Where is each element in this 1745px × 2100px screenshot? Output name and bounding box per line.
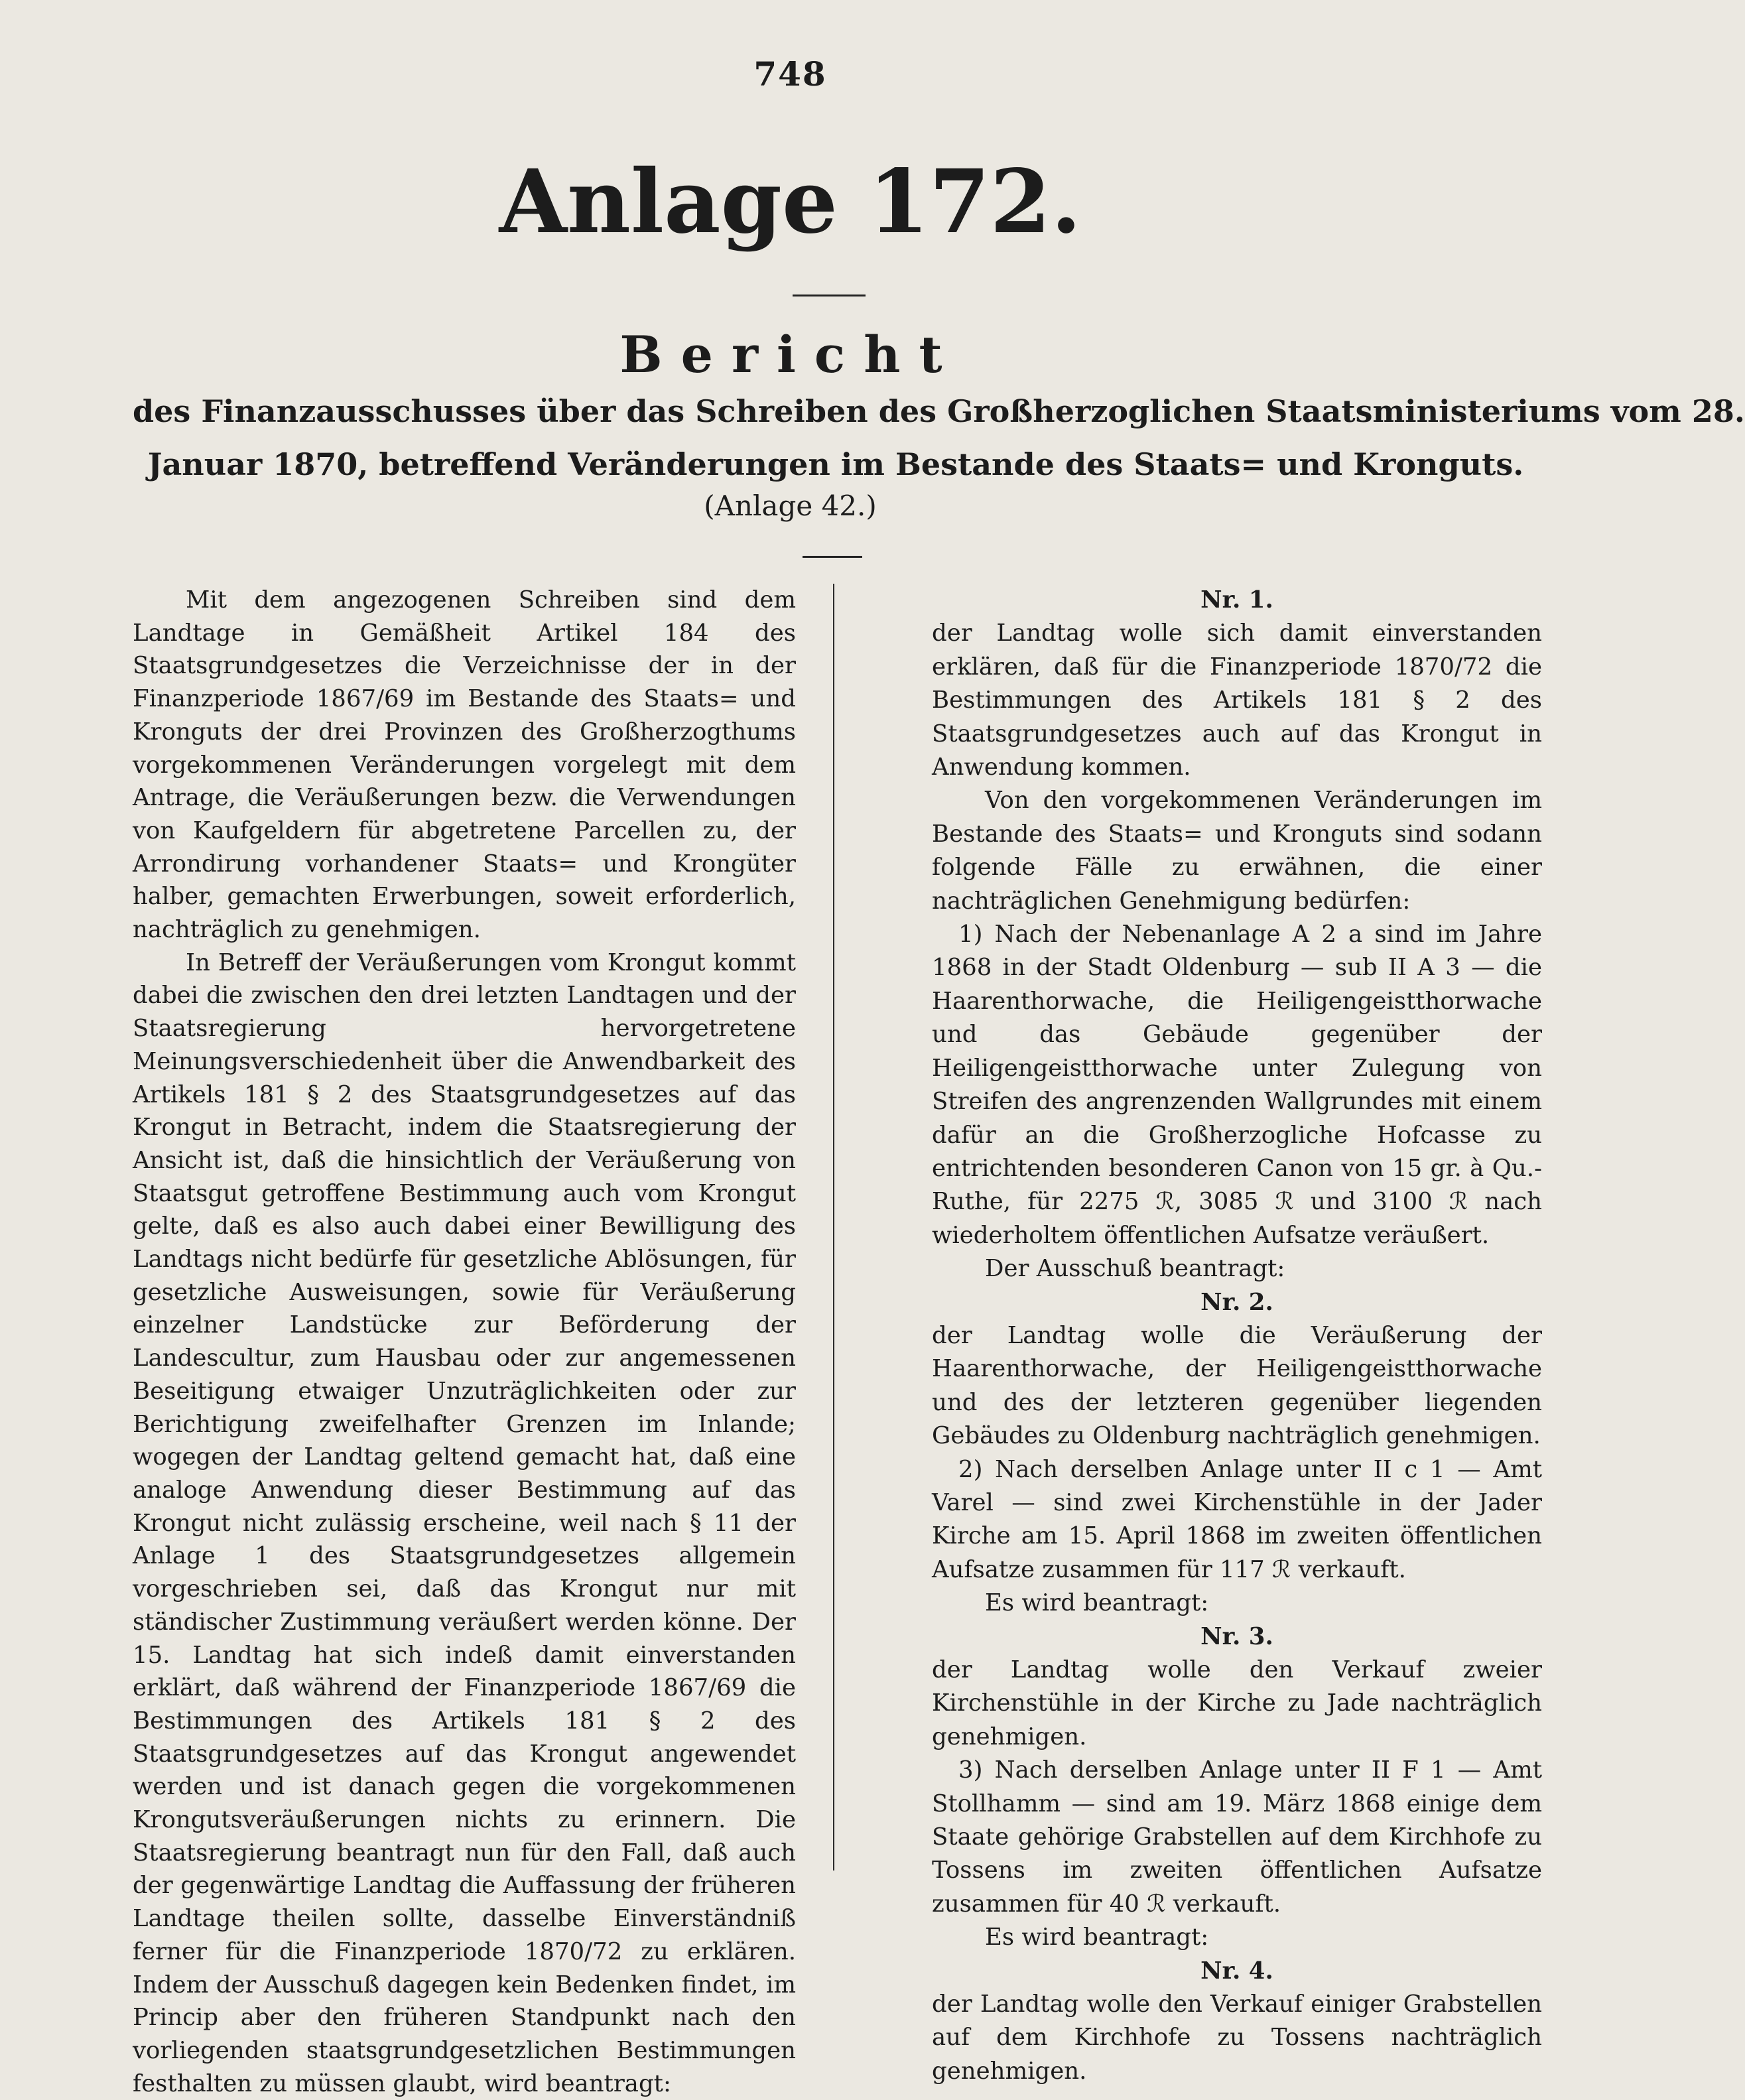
motion-intro: Es wird beantragt: [985, 1589, 1209, 1617]
paragraph: 1) Nach der Nebenanlage A 2 a sind im Jahre 1868 in der Stadt Oldenburg — sub II A 3 — die Haarenthorwache, die Heiligengeistthorwache und das Gebäude gegenüber der Heiligengeistthorwache unter Zulegung von Streifen des angrenzenden Wallgrundes mit einem dafür an die Großherzogliche Hofcasse zu entrichtenden besonderen Canon von 15 gr. à Qu.-Ruthe, für 2275 ℛ︀, 3085 ℛ︀ und 3100 ℛ︀ nach wiederholtem öffentlichen Aufsatze veräußert. [932, 921, 1542, 1249]
paragraph: Mit dem angezogenen Schreiben sind dem Landtage in Gemäßheit Artikel 184 des Staatsgrundgesetzes die Verzeichnisse der in der Finanzperiode 1867/69 im Bestande des Staats= und Kronguts der drei Provinzen des Großherzogthums vorgekommenen Veränderungen vorgelegt mit dem Antrage, die Veräußerungen bezw. die Verwendungen von Kaufgeldern für abgetretene Parcellen zu, der Arrondirung vorhandener Staats= und Krongüter halber, gemachten Erwerbungen, soweit erforderlich, nachträglich zu genehmigen. [133, 586, 796, 944]
page-number: 748 [753, 54, 827, 94]
report-subject [133, 385, 1745, 491]
paragraph: In Betreff der Veräußerungen vom Krongut kommt dabei die zwischen den drei letzten Landtagen und der Staatsregierung hervorgetretene Meinungsverschiedenheit über die Anwendbarkeit des Artikels 181 § 2 des Staatsgrundgesetzes auf das Krongut in Betracht, indem die Staatsregierung der Ansicht ist, daß die hinsichtlich der Veräußerung von Staatsgut getroffene Bestimmung auch vom Krongut gelte, daß es also auch dabei einer Bewilligung des Landtags nicht bedürfe für gesetzliche Ablösungen, für gesetzliche Ausweisungen, sowie für Veräußerung einzelner Landstücke zur Beförderung der Landescultur, zum Hausbau oder zur angemessenen Beseitigung etwaiger Unzuträglichkeiten oder zur Berichtigung zweifelhafter Grenzen im Inlande; wogegen der Landtag geltend gemacht hat, daß eine analoge Anwendung dieser Bestimmung auf das Krongut nicht zulässig erscheine, weil nach § 11 der Anlage 1 des Staatsgrundgesetzes allgemein vorgeschrieben sei, daß das Krongut nur mit ständischer Zustimmung veräußert werden könne. Der 15. Landtag hat sich indeß damit einverstanden erklärt, daß während der Finanzperiode 1867/69 die Bestimmungen des Artikels 181 § 2 des Staatsgrundgesetzes auf das Krongut angewendet werden und ist danach gegen die vorgekommenen Krongutsveräußerungen nichts zu erinnern. Die Staatsregierung beantragt nun für den Fall, daß auch der gegenwärtige Landtag die Auffassung der früheren Landtage theilen sollte, dasselbe Einverständniß ferner für die Finanzperiode 1870/72 zu erklären. Indem der Ausschuß dagegen kein Bedenken findet, im Princip aber den früheren Standpunkt nach den vorliegenden staatsgrundgesetzlichen Bestimmungen festhalten zu müssen glaubt, wird beantragt: [133, 949, 796, 2097]
motion-text: der Landtag wolle sich damit einverstanden erklären, daß für die Finanzperiode 1870/72 die Bestimmungen des Artikels 181 § 2 des Staatsgrundgesetzes auch auf das Krongut in Anwendung kommen. [932, 620, 1542, 781]
right-column [932, 584, 1542, 2088]
report-heading: Bericht [619, 325, 961, 384]
heading-divider [803, 556, 862, 558]
motion-intro: Der Ausschuß beantragt: [985, 1255, 1285, 1283]
report-subject-line: des Finanzausschusses über das Schreiben des Großherzoglichen Staatsministeriums vom 28. [133, 393, 1745, 429]
document-title: Anlage 172. [499, 151, 1082, 253]
annex-reference: (Anlage 42.) [704, 490, 877, 522]
motion-text: der Landtag wolle die Veräußerung der Haarenthorwache, der Heiligengeistthorwache und des der letzteren gegenüber liegenden Gebäudes zu Oldenburg nachträglich genehmigen. [932, 1321, 1542, 1450]
motion-text: der Landtag wolle den Verkauf zweier Kirchenstühle in der Kirche zu Jade nachträglich genehmigen. [932, 1656, 1542, 1750]
motion-number: Nr. 4. [1200, 1957, 1273, 1985]
motion-intro: Es wird beantragt: [985, 1924, 1209, 1951]
paragraph: 3) Nach derselben Anlage unter II F 1 — Amt Stollhamm — sind am 19. März 1868 einige dem Staate gehörige Grabstellen auf dem Kirchhofe zu Tossens im zweiten öffentlichen Aufsatze zusammen für 40 ℛ︀ verkauft. [932, 1756, 1542, 1918]
motion-number: Nr. 1. [1200, 586, 1273, 614]
title-divider [793, 295, 866, 296]
motion-number: Nr. 2. [1200, 1288, 1273, 1316]
motion-number: Nr. 3. [1200, 1622, 1273, 1650]
report-subject-line: Januar 1870, betreffend Veränderungen im Bestande des Staats= und Kronguts. [147, 446, 1524, 482]
paragraph: 2) Nach derselben Anlage unter II c 1 — Amt Varel — sind zwei Kirchenstühle in der Jader Kirche am 15. April 1868 im zweiten öffentlichen Aufsatze zusammen für 117 ℛ︀ verkauft. [932, 1455, 1542, 1583]
left-column [133, 584, 796, 2100]
column-divider [833, 584, 834, 1870]
paragraph: Von den vorgekommenen Veränderungen im Bestande des Staats= und Kronguts sind sodann folgende Fälle zu erwähnen, die einer nachträglichen Genehmigung bedürfen: [932, 787, 1542, 915]
motion-text: der Landtag wolle den Verkauf einiger Grabstellen auf dem Kirchhofe zu Tossens nachträglich genehmigen. [932, 1991, 1542, 2085]
